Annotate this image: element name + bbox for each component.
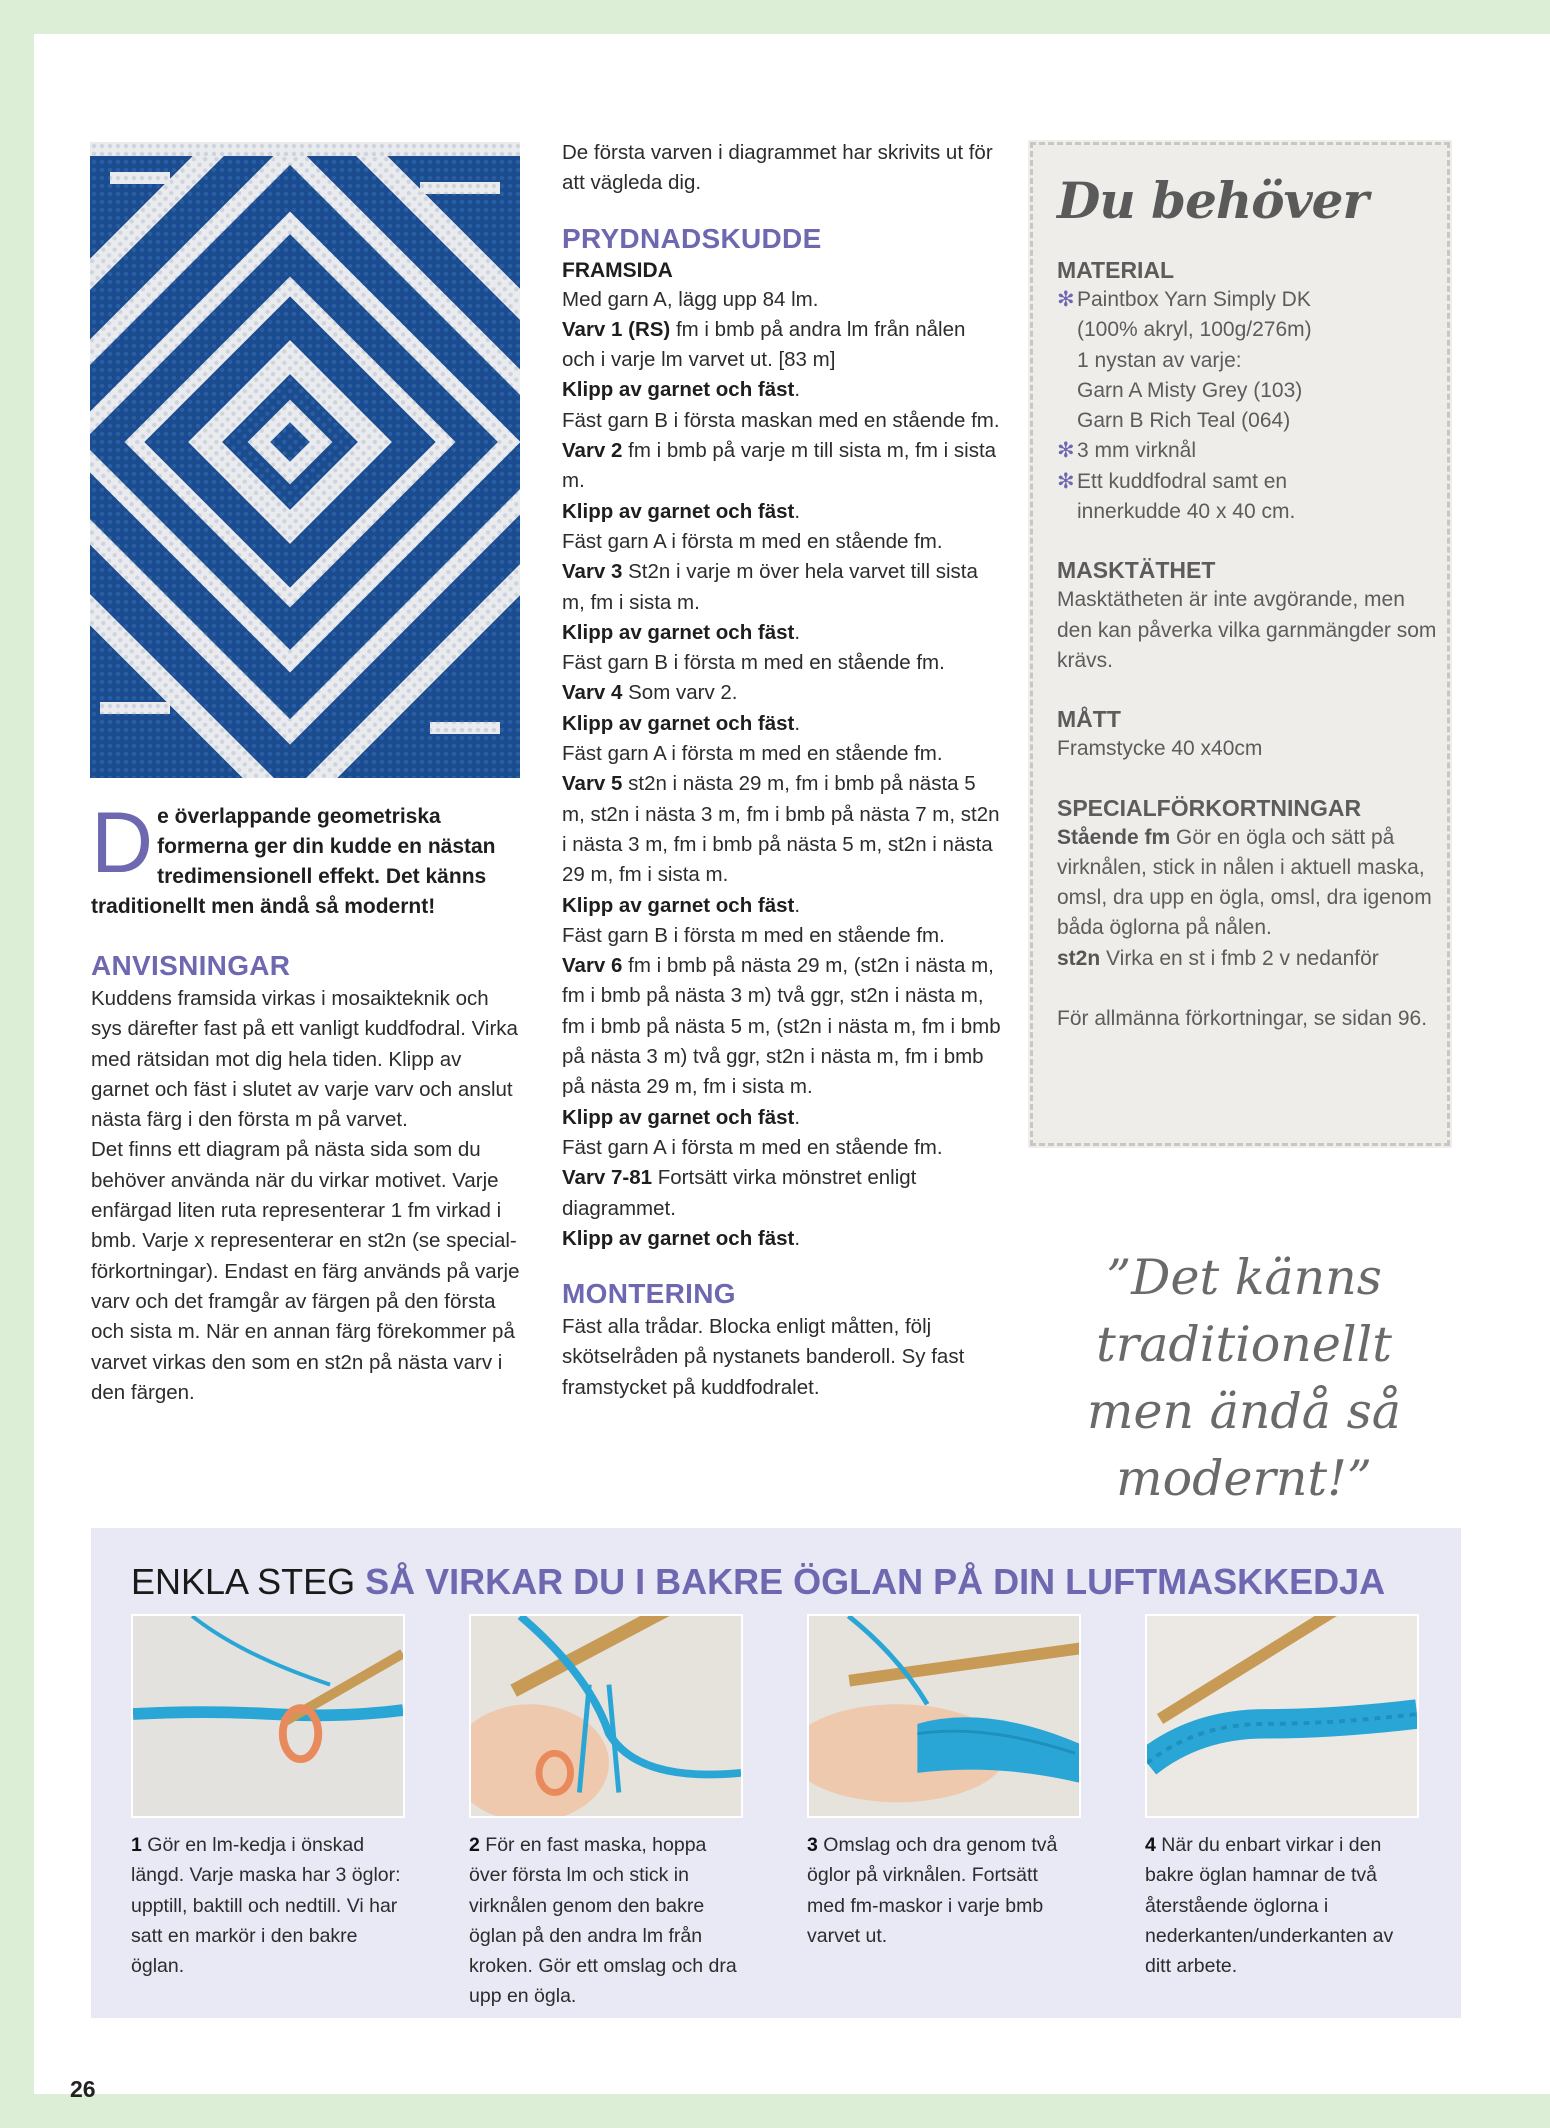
size-heading: MÅTT — [1057, 706, 1121, 733]
pattern-line: Fäst garn A i första m med en stående fm. — [562, 742, 943, 766]
pattern-line: Fäst garn B i första maskan med en stående fm. — [562, 408, 1000, 432]
pattern-line: Varv 5 st2n i nästa 29 m, fm i bmb på nästa 5 m, st2n i nästa 3 m, fm i bmb på nästa 7 m, st2n i nästa 3 m, fm i bmb på nästa 5 m, st2n i nästa 29 m, fm i sista m. — [562, 772, 1000, 887]
pattern-line: Varv 4 Som varv 2. — [562, 681, 738, 705]
materials-content — [1057, 255, 1437, 1034]
step-2-text: 2 För en fast maska, hoppa över första lm och stick in virknålen genom den bakre öglan på den andra lm från kroken. Gör ett omslag och dra upp en ögla. — [469, 1834, 737, 2008]
anvisningar-paragraph-1: Kuddens framsida virkas i mosaikteknik och sys därefter fast på ett vanligt kuddfodral. Virka med rätsidan mot dig hela tiden. Klipp av garnet och fäst i slutet av varje varv och anslut nästa färg i den första m på varvet. — [91, 987, 518, 1132]
special-heading: SPECIALFÖRKORTNINGAR — [1057, 794, 1362, 821]
step-3-text: 3 Omslag och dra genom två öglor på virknålen. Fortsätt med fm-maskor i varje bmb varvet ut. — [807, 1834, 1058, 1947]
anvisningar-paragraph-2: Det finns ett diagram på nästa sida som du behöver använda när du virkar motivet. Varje enfärgad liten ruta representerar 1 fm virkad i bmb. Varje x representerar en st2n (se special-förkortningar). Endast en färg används på varje varv och det framgår av färgen på den första och sista m. När en annan färg förekommer på varvet virkas den som en st2n på nästa varv i den färgen. — [91, 1138, 520, 1404]
tension-text: Masktätheten är inte avgörande, men den kan påverka vilka garnmängder som krävs. — [1057, 588, 1437, 672]
step-4-text: 4 När du enbart virkar i den bakre öglan hamnar de två återstående öglorna i nederkanten/underkanten av ditt arbete. — [1145, 1834, 1394, 1978]
step-4 — [1145, 1614, 1419, 1981]
framsida-subheading: FRAMSIDA — [562, 258, 673, 282]
materials-title: Du behöver — [1057, 171, 1368, 230]
pattern-line: Klipp av garnet och fäst. — [562, 1105, 801, 1129]
pattern-line: Varv 1 (RS) fm i bmb på andra lm från nålen och i varje lm varvet ut. [83 m] — [562, 317, 966, 372]
pattern-line: Klipp av garnet och fäst. — [562, 711, 801, 735]
material-subline: innerkudde 40 x 40 cm. — [1077, 500, 1296, 524]
material-subline: Garn B Rich Teal (064) — [1077, 409, 1291, 433]
step-3 — [807, 1614, 1081, 1951]
step-4-photo — [1145, 1614, 1419, 1818]
special-abbrev-2: st2n Virka en st i fmb 2 v nedanför — [1057, 946, 1379, 970]
pattern-line: Klipp av garnet och fäst. — [562, 1226, 801, 1250]
material-item: ✻ Paintbox Yarn Simply DK — [1057, 285, 1437, 315]
material-subline: 1 nystan av varje: — [1077, 348, 1242, 372]
montering-heading: MONTERING — [562, 1278, 736, 1310]
intro-paragraph: De överlappande geometriska formerna ger din kudde en nästan tredimensionell effekt. Det känns traditionellt men ändå så modernt! — [91, 795, 496, 918]
pattern-line: Klipp av garnet och fäst. — [562, 499, 801, 523]
magazine-page — [34, 34, 1550, 2102]
anvisningar-heading: ANVISNINGAR — [91, 950, 291, 981]
pattern-line: Klipp av garnet och fäst. — [562, 378, 801, 402]
pattern-line: Varv 3 St2n i varje m över hela varvet till sista m, fm i sista m. — [562, 560, 978, 614]
step-3-photo — [807, 1614, 1081, 1818]
asterisk-icon: ✻ — [1057, 469, 1075, 493]
pattern-line: Med garn A, lägg upp 84 lm. — [562, 287, 819, 311]
page-number: 26 — [70, 2076, 96, 2102]
step-2-photo — [469, 1614, 743, 1818]
pattern-instructions — [562, 285, 1002, 1255]
material-subline: Garn A Misty Grey (103) — [1077, 378, 1303, 402]
pattern-line: Fäst garn B i första m med en stående fm. — [562, 923, 945, 947]
pattern-line: Fäst garn A i första m med en stående fm. — [562, 529, 943, 553]
left-column — [91, 795, 521, 1408]
pattern-line: Varv 6 fm i bmb på nästa 29 m, (st2n i nästa m, fm i bmb på nästa 3 m) två ggr, st2n i nästa m, fm i bmb på nästa 5 m, (st2n i nästa m, fm i bmb på nästa 3 m) två ggr, st2n i nästa m, fm i bmb på nästa 29 m, fm i sista m. — [562, 954, 1001, 1099]
special-abbrev-1: Stående fm Gör en ögla och sätt på virknålen, stick in nålen i aktuell maska, omsl, dra upp en ögla, omsl, dra igenom båda öglorna på nålen. — [1057, 825, 1432, 940]
material-item: ✻ Ett kuddfodral samt en — [1057, 467, 1437, 497]
pattern-line: Varv 7-81 Fortsätt virka mönstret enligt diagrammet. — [562, 1166, 917, 1220]
steps-panel — [91, 1528, 1461, 2018]
pattern-line: Fäst garn A i första m med en stående fm. — [562, 1135, 943, 1159]
material-heading: MATERIAL — [1057, 257, 1175, 283]
pattern-line: Klipp av garnet och fäst. — [562, 620, 801, 644]
material-list — [1057, 285, 1437, 527]
diagram-intro: De första varven i diagrammet har skrivits ut för att vägleda dig. — [562, 141, 993, 195]
general-abbrev-text: För allmänna förkortningar, se sidan 96. — [1057, 1007, 1428, 1031]
montering-text: Fäst alla trådar. Blocka enligt måtten, följ skötselråden på nystanets banderoll. Sy fast framstycket på kuddfodralet. — [562, 1315, 965, 1399]
drop-cap: D — [91, 795, 154, 891]
asterisk-icon: ✻ — [1057, 288, 1075, 311]
tension-heading: MASKTÄTHET — [1057, 557, 1216, 584]
step-1-photo — [131, 1614, 405, 1818]
pattern-line: Fäst garn B i första m med en stående fm. — [562, 651, 945, 675]
step-1 — [131, 1614, 405, 1981]
material-subline: (100% akryl, 100g/276m) — [1077, 318, 1312, 342]
step-1-text: 1 Gör en lm-kedja i önskad längd. Varje maska har 3 öglor: upptill, baktill och nedtill. Vi har satt en markör i den bakre öglan. — [131, 1834, 401, 1978]
asterisk-icon: ✻ — [1057, 439, 1075, 463]
cushion-photo — [90, 142, 520, 778]
middle-column — [562, 138, 1002, 1403]
prydnadskudde-heading: PRYDNADSKUDDE — [562, 222, 822, 254]
pull-quote: ”Det känns traditionellt men ändå så modernt!” — [1087, 1249, 1401, 1507]
step-2 — [469, 1614, 743, 2012]
size-text: Framstycke 40 x40cm — [1057, 737, 1263, 761]
materials-box — [1030, 142, 1450, 1146]
pattern-line: Klipp av garnet och fäst. — [562, 893, 801, 917]
steps-title: ENKLA STEG SÅ VIRKAR DU I BAKRE ÖGLAN PÅ DIN LUFTMASKKEDJA — [131, 1561, 1386, 1602]
pattern-line: Varv 2 fm i bmb på varje m till sista m, fm i sista m. — [562, 439, 997, 493]
material-item: ✻ 3 mm virknål — [1057, 436, 1437, 466]
